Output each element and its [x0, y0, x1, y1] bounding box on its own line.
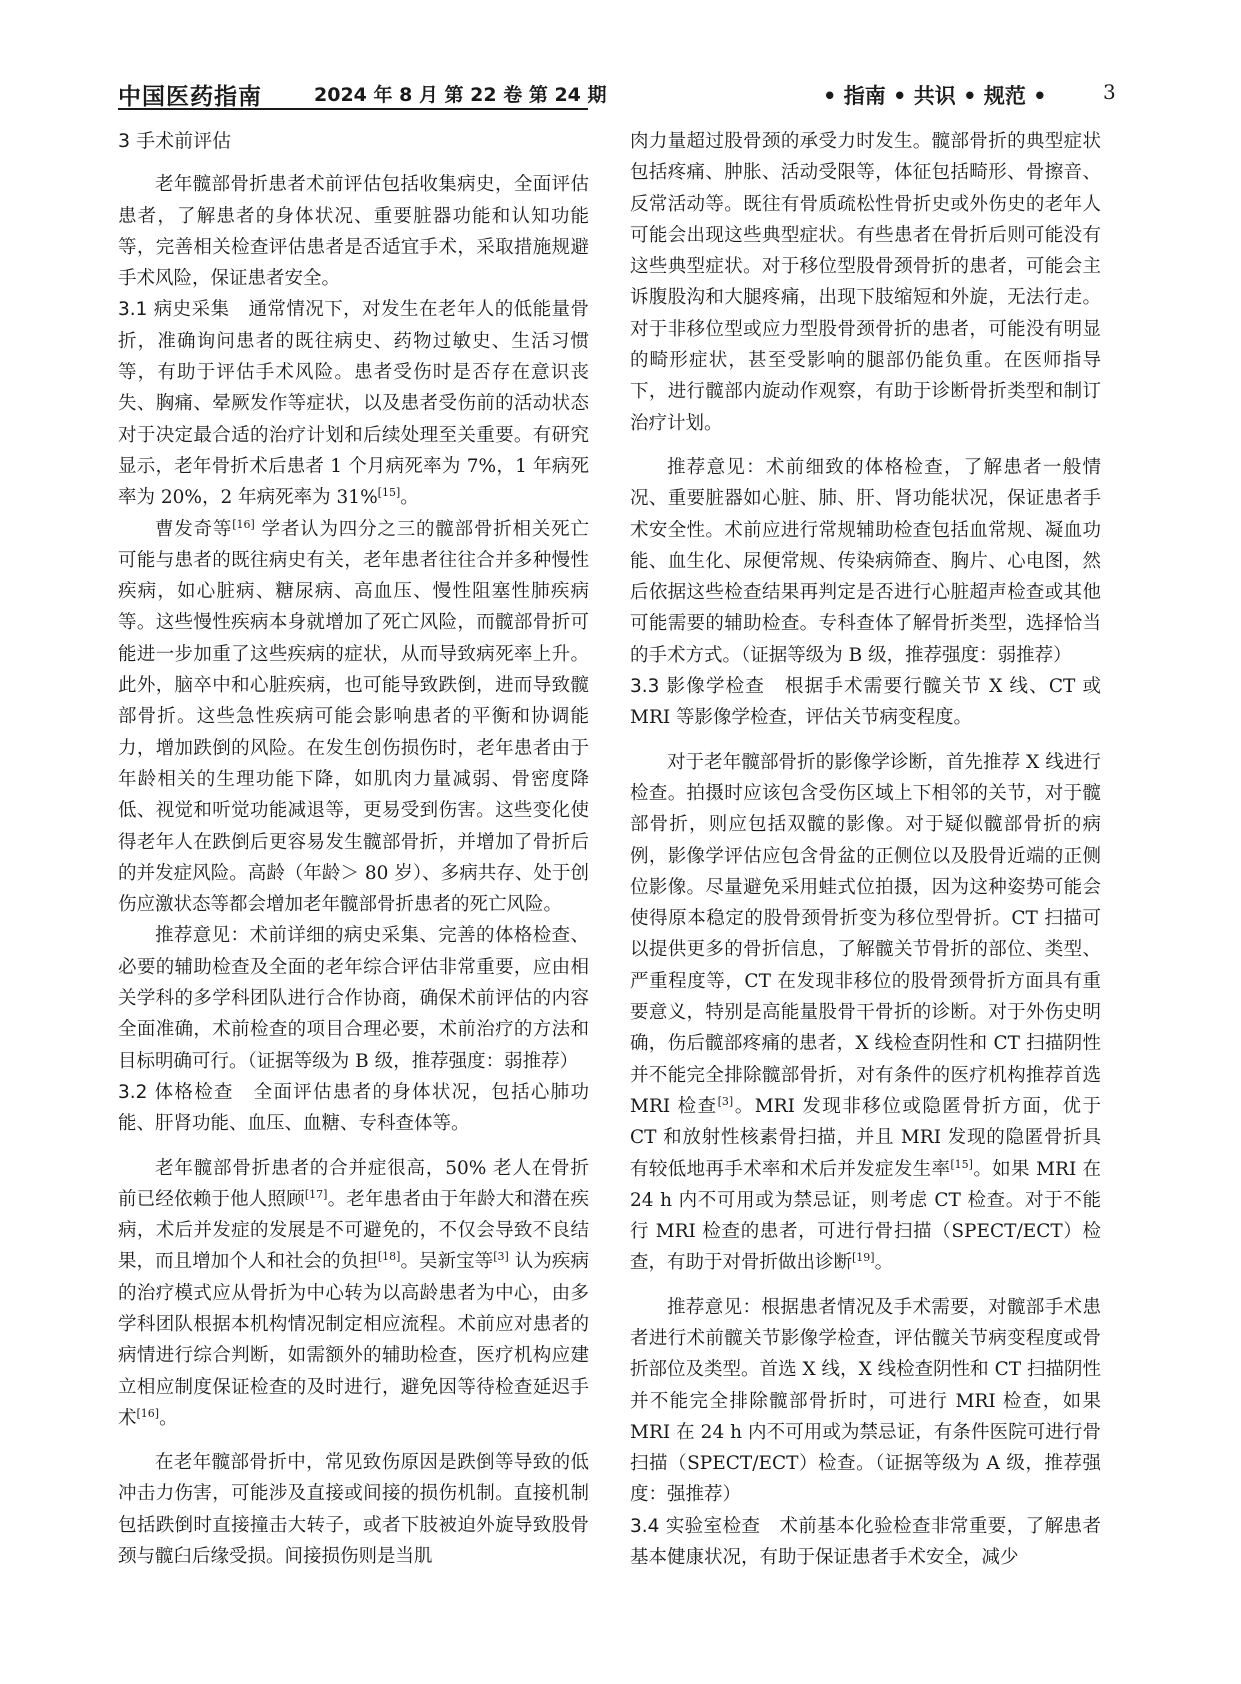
subsection-3-3 — [630, 671, 1101, 734]
paragraph-text: 。如果 MRI 在 24 h 内不可用或为禁忌证，则考虑 CT 检查。对于不能行 MRI 检查的患者，可进行骨扫描（SPECT/ECT）检查，有助于对骨折做出诊断 — [630, 1158, 1101, 1274]
citation: [16] — [232, 517, 255, 531]
recommendation: 推荐意见：根据患者情况及手术需要，对髋部手术患者进行术前髋关节影像学检查，评估髋关节病变程度或骨折部位及类型。首选 X 线，X 线检查阴性和 CT 扫描阴性并不能完全排除髋部骨折时，可进行 MRI 检查，如果 MRI 在 24 h 内不可用或为禁忌证，有条件医院可进行骨扫描（SPECT/ECT）检查。（证据等级为 A 级，推荐强度：强推荐） — [630, 1296, 1101, 1506]
paragraph-text: 学者认为四分之三的髋部骨折相关死亡可能与患者的既往病史有关，老年患者往往合并多种慢性疾病，如心脏病、糖尿病、高血压、慢性阻塞性肺疾病等。这些慢性疾病本身就增加了死亡风险，而髋部骨折可能进一步加重了这些疾病的症状，从而导致病死率上升。此外，脑卒中和心脏疾病，也可能导致跌倒，进而导致髋部骨折。这些急性疾病可能会影响患者的平衡和协调能力，增加跌倒的风险。在发生创伤损伤时，老年患者由于年龄相关的生理功能下降，如肌肉力量减弱、骨密度降低、视觉和听觉功能减退等，更易受到伤害。这些变化使得老年人在跌倒后更容易发生髋部骨折，并增加了骨折后的并发症风险。高龄（年龄＞ 80 岁）、多病共存、处于创伤应激状态等都会增加老年髋部骨折患者的死亡风险。 — [118, 518, 589, 916]
paragraph-text: 。吴新宝等 — [400, 1251, 494, 1273]
page-header — [118, 78, 1118, 112]
right-column — [630, 126, 1101, 1573]
paragraph-text: 根据手术需要行髋关节 X 线、CT 或 MRI 等影像学检查，评估关节病变程度。 — [630, 676, 1101, 729]
citation: [3] — [493, 1250, 509, 1264]
paragraph — [118, 1153, 589, 1435]
paragraph — [118, 514, 589, 921]
left-column — [118, 126, 589, 1572]
paragraph-text: 曹发奇等 — [155, 518, 233, 540]
citation: [17] — [304, 1187, 328, 1201]
subsection-3-1 — [118, 294, 589, 513]
paragraph: 肉力量超过股骨颈的承受力时发生。髋部骨折的典型症状包括疼痛、肿胀、活动受限等，体征包括畸形、骨擦音、反常活动等。既往有骨质疏松性骨折史或外伤史的老年人可能会出现这些典型症状。有些患者在骨折后则可能没有这些典型症状。对于移位型股骨颈骨折的患者，可能会主诉腹股沟和大腿疼痛，出现下肢缩短和外旋，无法行走。对于非移位型或应力型股骨颈骨折的患者，可能没有明显的畸形症状，甚至受影响的腿部仍能负重。在医师指导下，进行髋部内旋动作观察，有助于诊断骨折类型和制订治疗计划。 — [630, 131, 1101, 434]
citation: [15] — [950, 1157, 973, 1171]
paragraph-text: 术前基本化验检查非常重要，了解患者基本健康状况，有助于保证患者手术安全，减少 — [630, 1515, 1101, 1569]
page-number: 3 — [1103, 80, 1116, 104]
recommendation: 推荐意见：术前详细的病史采集、完善的体格检查、必要的辅助检查及全面的老年综合评估非常重要，应由相关学科的多学科团队进行合作协商，确保术前评估的内容全面准确，术前检查的项目合理必要，术前治疗的方法和目标明确可行。（证据等级为 B 级，推荐强度：弱推荐） — [118, 925, 589, 1072]
recommendation: 推荐意见：术前细致的体格检查，了解患者一般情况、重要脏器如心脏、肺、肝、肾功能状况，保证患者手术安全性。术前应进行常规辅助检查包括血常规、凝血功能、血生化、尿便常规、传染病筛查、胸片、心电图，然后依据这些检查结果再判定是否进行心脏超声检查或其他可能需要的辅助检查。专科查体了解骨折类型，选择恰当的手术方式。（证据等级为 B 级，推荐强度：弱推荐） — [630, 456, 1101, 666]
subsection-label: 3.1 病史采集 — [118, 299, 230, 321]
paragraph-text: 老年髋部骨折患者的合并症很高，50% 老人在骨折前已经依赖于他人照顾 — [118, 1157, 589, 1210]
subsection-label: 3.4 实验室检查 — [630, 1515, 761, 1537]
paragraph-text: 。MRI 发现非移位或隐匿骨折方面，优于 CT 和放射性核素骨扫描，并且 MRI 发现的隐匿骨折具有较低地再手术率和术后并发症发生率 — [630, 1095, 1102, 1180]
subsection-label: 3.2 体格检查 — [118, 1081, 234, 1103]
paragraph: 在老年髋部骨折中，常见致伤原因是跌倒等导致的低冲击力伤害，可能涉及直接或间接的损伤机制。直接机制包括跌倒时直接撞击大转子，或者下肢被迫外旋导致股骨颈与髋臼后缘受损。间接损伤则是当肌 — [118, 1452, 589, 1568]
citation: [3] — [717, 1094, 734, 1108]
paragraph: 老年髋部骨折患者术前评估包括收集病史，全面评估患者，了解患者的身体状况、重要脏器功能和认知功能等，完善相关检查评估患者是否适宜手术，采取措施规避手术风险，保证患者安全。 — [118, 174, 589, 290]
paragraph-text: 。老年患者由于年龄大和潜在疾病，术后并发症的发展是不可避免的，不仅会导致不良结果，而且增加个人和社会的负担 — [118, 1188, 589, 1273]
citation: [15] — [377, 486, 401, 500]
subsection-3-2 — [118, 1077, 589, 1140]
citation: [16] — [136, 1406, 160, 1420]
subsection-3-4 — [630, 1511, 1101, 1574]
paragraph-text: 。 — [159, 1407, 178, 1429]
paragraph-text: 。 — [874, 1252, 894, 1274]
citation: [18] — [377, 1250, 401, 1264]
paragraph-text: 全面评估患者的身体状况，包括心肺功能、肝肾功能、血压、血糖、专科查体等。 — [118, 1081, 589, 1135]
subsection-label: 3.3 影像学检查 — [630, 676, 766, 698]
section-tag: • 指南 • 共识 • 规范 • — [823, 84, 1047, 108]
paragraph-text: 通常情况下，对发生在老年人的低能量骨折，准确询问患者的既往病史、药物过敏史、生活习惯等，有助于评估手术风险。患者受伤时是否存在意识丧失、胸痛、晕厥发作等症状，以及患者受伤前的活动状态对于决定最合适的治疗计划和后续处理至关重要。有研究显示，老年骨折术后患者 1 个月病死率为 7%，1 年病死率为 20%，2 年病死率为 31% — [118, 299, 589, 509]
issue-info: 2024 年 8 月 第 22 卷 第 24 期 — [314, 84, 607, 106]
paragraph-text: 对于老年髋部骨折的影像学诊断，首先推荐 X 线进行检查。拍摄时应该包含受伤区域上下相邻的关节，对于髋部骨折，则应包括双髋的影像。对于疑似髋部骨折的病例，影像学评估应包含骨盆的正侧位以及股骨近端的正侧位影像。尽量避免采用蛙式位拍摄，因为这种姿势可能会使得原本稳定的股骨颈骨折变为移位型骨折。CT 扫描可以提供更多的骨折信息，了解髋关节骨折的部位、类型、严重程度等，CT 在发现非移位的股骨颈骨折方面具有重要意义，特别是高能量股骨干骨折的诊断。对于外伤史明确，伤后髋部疼痛的患者，X 线检查阴性和 CT 扫描阴性并不能完全排除髋部骨折，对有条件的医疗机构推荐首选 MRI 检查 — [630, 751, 1101, 1117]
journal-title: 中国医药指南 — [118, 84, 262, 110]
paragraph-text: 。 — [400, 487, 419, 509]
section-heading: 3 手术前评估 — [118, 130, 232, 152]
citation: [19] — [852, 1251, 875, 1265]
paragraph-text: 认为疾病的治疗模式应从骨折为中心转为以高龄患者为中心，由多学科团队根据本机构情况制定相应流程。术前应对患者的病情进行综合判断，如需额外的辅助检查，医疗机构应建立相应制度保证检查的及时进行，避免因等待检查延迟手术 — [118, 1251, 589, 1429]
paragraph — [630, 747, 1101, 1279]
header-rule — [118, 108, 588, 110]
